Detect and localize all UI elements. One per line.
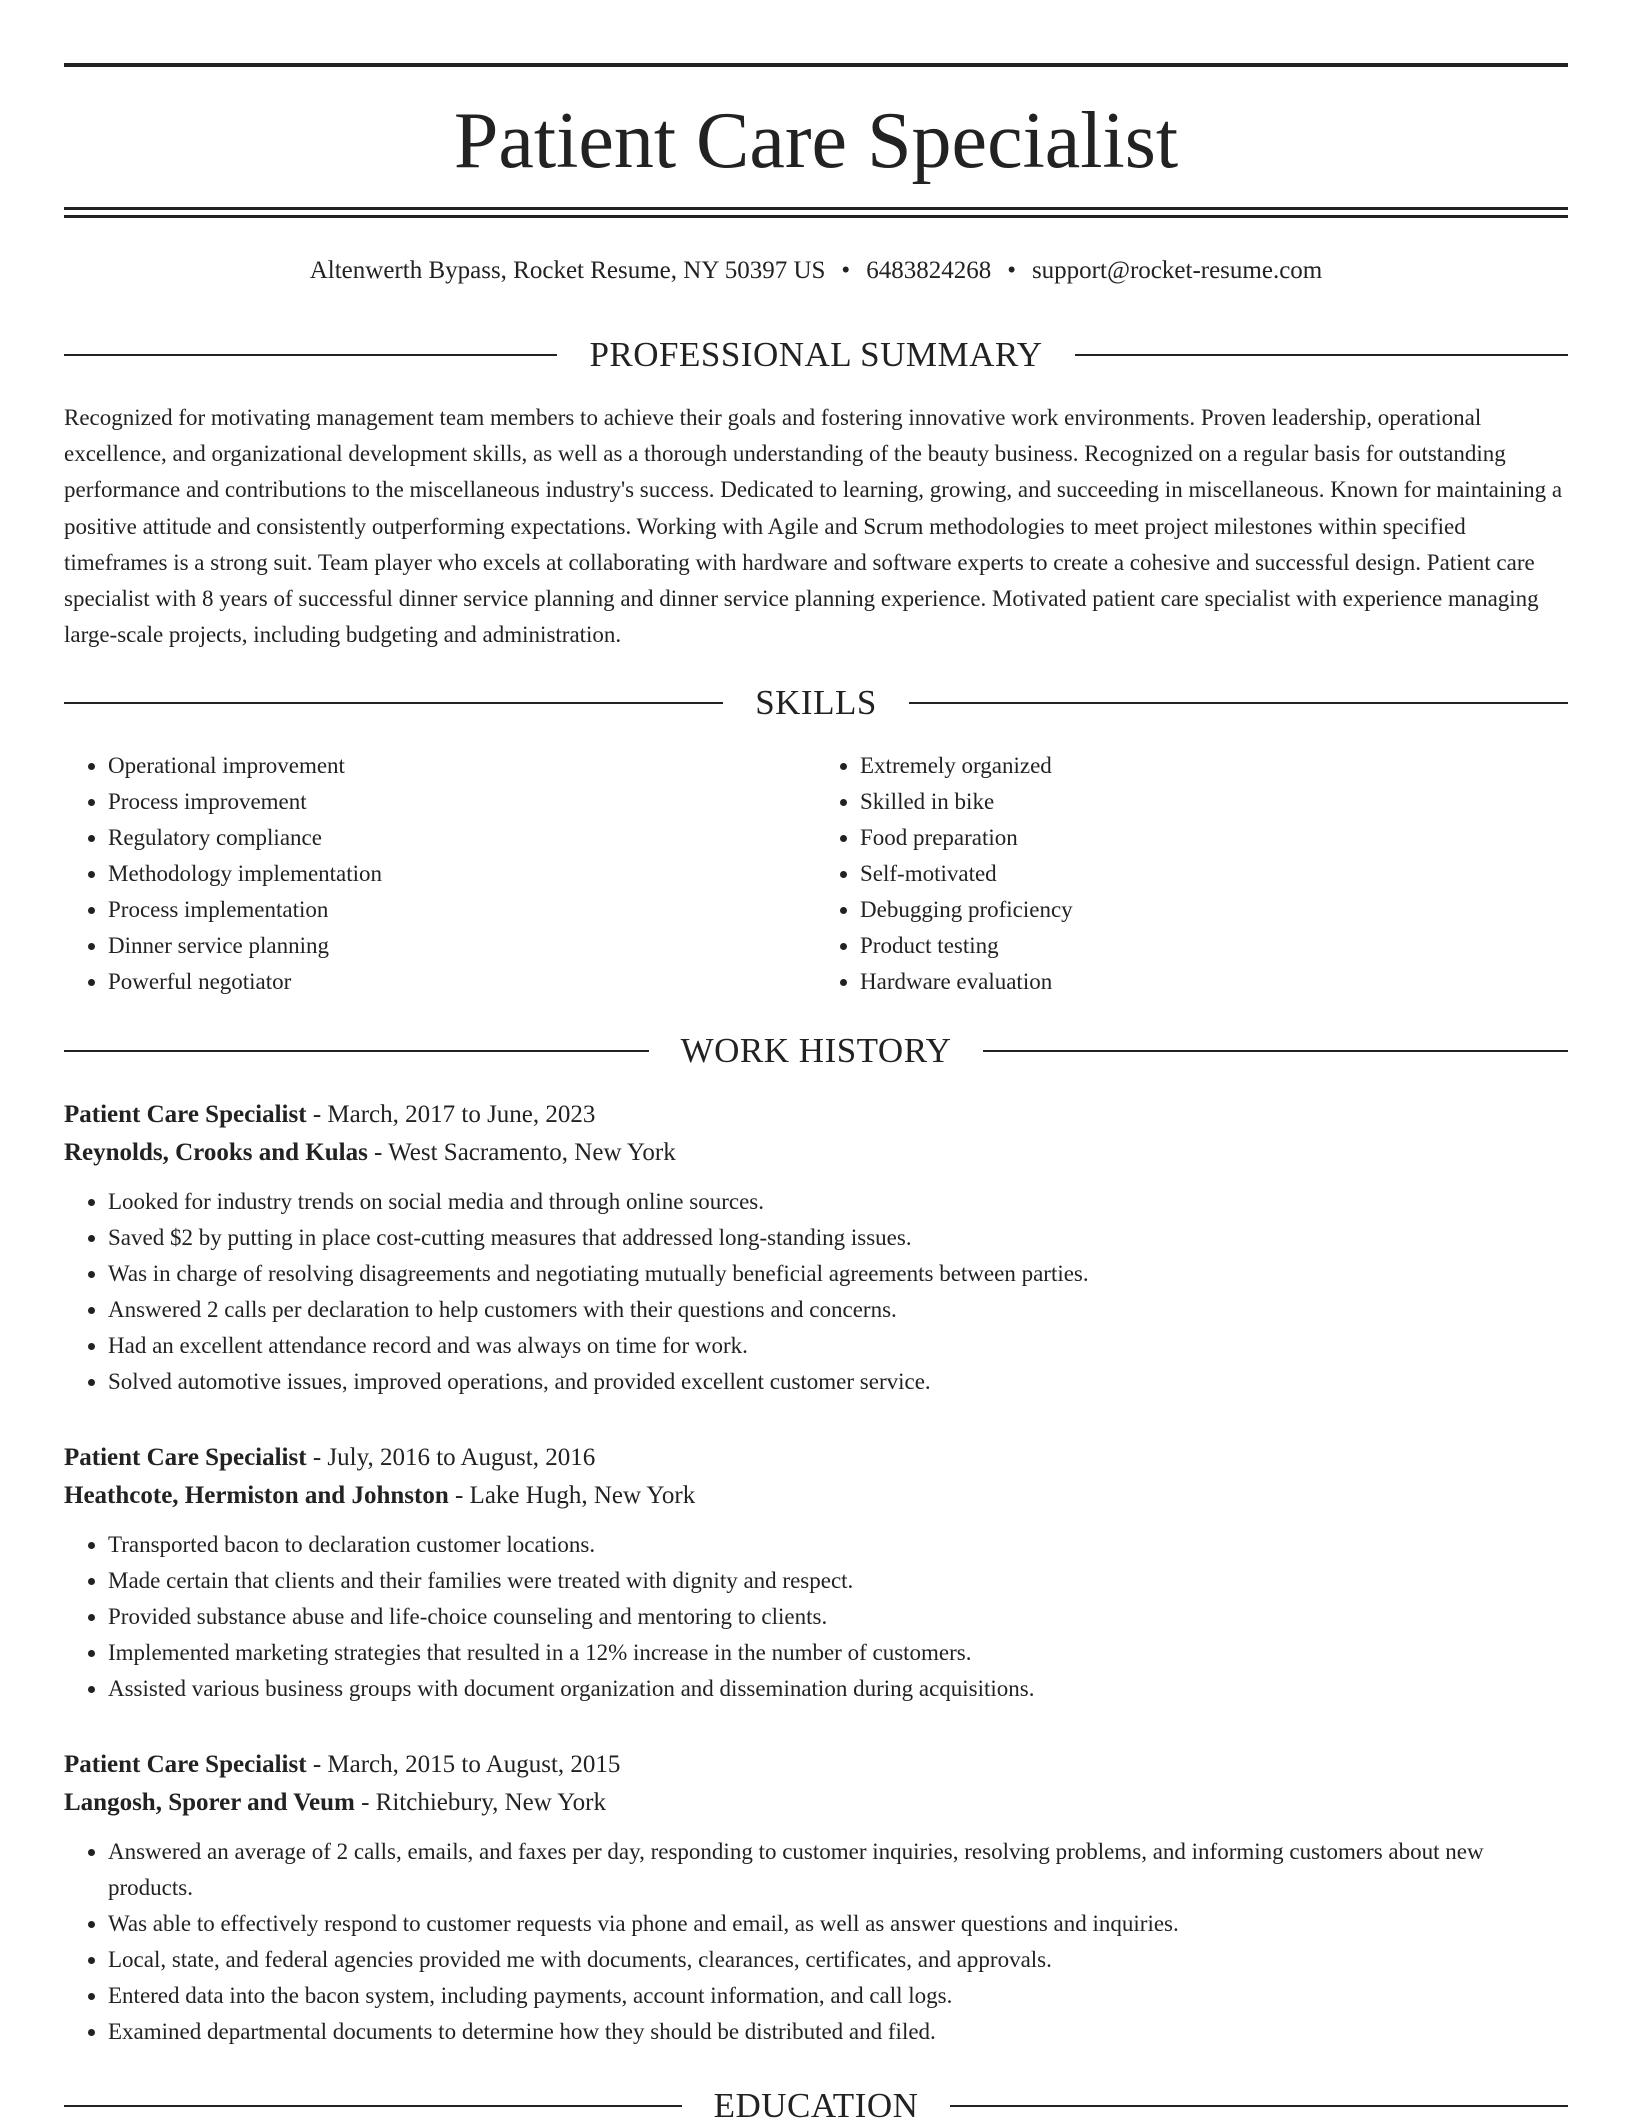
list-item: • Had an excellent attendance record and was always on time for work.	[108, 1328, 1568, 1364]
job-bullets	[64, 1527, 1568, 1707]
list-item: • Implemented marketing strategies that resulted in a 12% increase in the number of customers.	[108, 1635, 1568, 1671]
list-item: • Dinner service planning	[108, 928, 816, 964]
list-item: • Looked for industry trends on social media and through online sources.	[108, 1184, 1568, 1220]
list-item: • Powerful negotiator	[108, 964, 816, 1000]
section-divider	[909, 702, 1568, 704]
job-company: Langosh, Sporer and Veum	[64, 1789, 355, 1816]
page-title: Patient Care Specialist	[453, 97, 1179, 185]
work-history-entry	[64, 1096, 1568, 1400]
section-divider	[64, 702, 723, 704]
list-item: • Hardware evaluation	[860, 964, 1568, 1000]
job-title-line	[64, 1439, 1568, 1477]
list-item: • Extremely organized	[860, 748, 1568, 784]
header-top-rule	[64, 63, 1568, 67]
section-title: PROFESSIONAL SUMMARY	[589, 335, 1043, 374]
section-divider	[64, 354, 557, 356]
job-location: - Ritchiebury, New York	[354, 1789, 606, 1816]
section-divider	[64, 2105, 682, 2107]
list-item: • Regulatory compliance	[108, 820, 816, 856]
job-bullets	[64, 1184, 1568, 1400]
section-heading-skills	[64, 683, 1568, 723]
job-company-line	[64, 1477, 1568, 1515]
section-divider	[983, 1050, 1568, 1052]
contact-phone: 6483824268	[866, 257, 992, 284]
list-item: • Examined departmental documents to determine how they should be distributed and filed.	[108, 2014, 1568, 2050]
job-bullets	[64, 1834, 1568, 2050]
section-divider	[64, 1050, 649, 1052]
work-history-entry	[64, 1746, 1568, 2050]
contact-address: Altenwerth Bypass, Rocket Resume, NY 50397 US	[309, 257, 826, 284]
list-item: • Solved automotive issues, improved operations, and provided excellent customer service.	[108, 1364, 1568, 1400]
list-item: • Was in charge of resolving disagreements and negotiating mutually beneficial agreements between parties.	[108, 1256, 1568, 1292]
list-item: • Transported bacon to declaration customer locations.	[108, 1527, 1568, 1563]
job-company-line	[64, 1784, 1568, 1822]
job-location: - Lake Hugh, New York	[448, 1482, 696, 1509]
list-item: • Was able to effectively respond to customer requests via phone and email, as well as answer questions and inquiries.	[108, 1906, 1568, 1942]
contact-line	[64, 254, 1568, 288]
skills-list-left	[64, 748, 816, 1000]
list-item: • Operational improvement	[108, 748, 816, 784]
job-title-line	[64, 1746, 1568, 1784]
section-title: SKILLS	[755, 683, 877, 722]
contact-separator: •	[1007, 257, 1016, 284]
job-title: Patient Care Specialist	[64, 1751, 307, 1778]
list-item: • Product testing	[860, 928, 1568, 964]
job-location: - West Sacramento, New York	[367, 1139, 676, 1166]
section-divider	[950, 2105, 1568, 2107]
job-company: Heathcote, Hermiston and Johnston	[64, 1482, 449, 1509]
professional-summary: Recognized for motivating management team members to achieve their goals and fostering innovative work environments. Proven leadership, operational excellence, and organizational development skills, as well as a thorough understanding of the beauty business. Recognized on a regular basis for outstanding performance and contributions to the miscellaneous industry's success. Dedicated to learning, growing, and succeeding in miscellaneous. Known for maintaining a positive attitude and consistently outperforming expectations. Working with Agile and Scrum methodologies to meet project milestones within specified timeframes is a strong suit. Team player who excels at collaborating with hardware and software experts to create a cohesive and successful design. Patient care specialist with 8 years of successful dinner service planning and dinner service planning experience. Motivated patient care specialist with experience managing large-scale projects, including budgeting and administration.	[64, 405, 1563, 648]
job-title-line	[64, 1096, 1568, 1134]
list-item: • Food preparation	[860, 820, 1568, 856]
list-item: • Local, state, and federal agencies provided me with documents, clearances, certificates, and approvals.	[108, 1942, 1568, 1978]
list-item: • Process improvement	[108, 784, 816, 820]
job-dates: - March, 2017 to June, 2023	[306, 1101, 596, 1128]
skills-list-right	[816, 748, 1568, 1000]
job-title: Patient Care Specialist	[64, 1444, 307, 1471]
list-item: • Assisted various business groups with document organization and dissemination during acquisitions.	[108, 1671, 1568, 1707]
job-title: Patient Care Specialist	[64, 1101, 307, 1128]
list-item: • Made certain that clients and their families were treated with dignity and respect.	[108, 1563, 1568, 1599]
list-item: • Self-motivated	[860, 856, 1568, 892]
skills-columns	[64, 748, 1568, 1000]
list-item: • Debugging proficiency	[860, 892, 1568, 928]
contact-separator: •	[841, 257, 851, 284]
job-company-line	[64, 1134, 1568, 1172]
header-bottom-rule	[64, 207, 1568, 210]
section-heading-work-history	[64, 1031, 1568, 1071]
work-history-entry	[64, 1439, 1568, 1707]
section-title: WORK HISTORY	[680, 1031, 952, 1070]
resume-page	[64, 0, 1568, 2125]
section-heading-summary	[64, 335, 1568, 375]
list-item: • Process implementation	[108, 892, 816, 928]
list-item: • Entered data into the bacon system, including payments, account information, and call logs.	[108, 1978, 1568, 2014]
section-title: EDUCATION	[713, 2086, 919, 2125]
list-item: • Methodology implementation	[108, 856, 816, 892]
job-dates: - July, 2016 to August, 2016	[306, 1444, 596, 1471]
job-company: Reynolds, Crooks and Kulas	[64, 1139, 368, 1166]
section-heading-education	[64, 2086, 1568, 2126]
section-divider	[1075, 354, 1568, 356]
list-item: • Saved $2 by putting in place cost-cutting measures that addressed long-standing issues.	[108, 1220, 1568, 1256]
list-item: • Answered 2 calls per declaration to help customers with their questions and concerns.	[108, 1292, 1568, 1328]
contact-email: support@rocket-resume.com	[1031, 257, 1323, 284]
list-item: • Answered an average of 2 calls, emails, and faxes per day, responding to customer inquiries, resolving problems, and informing customers about new products.	[108, 1834, 1568, 1906]
list-item: • Provided substance abuse and life-choice counseling and mentoring to clients.	[108, 1599, 1568, 1635]
list-item: • Skilled in bike	[860, 784, 1568, 820]
header-bottom-rule-double	[64, 215, 1568, 218]
job-dates: - March, 2015 to August, 2015	[306, 1751, 621, 1778]
